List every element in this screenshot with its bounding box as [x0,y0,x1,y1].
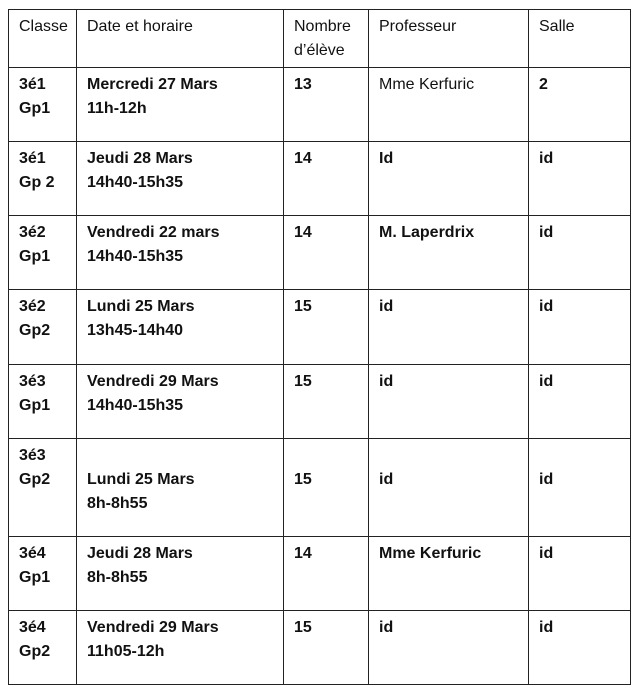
cell-nombre: 14 [284,142,369,216]
nombre-value: 15 [294,471,312,488]
header-classe: Classe [9,10,77,68]
cell-nombre: 15 [284,611,369,685]
date-day: Vendredi 29 Mars [87,373,219,390]
classe-name: 3é3 [19,447,46,464]
table-row [9,142,631,216]
classe-group: Gp 2 [19,174,55,191]
table-row [9,216,631,290]
header-nombre [284,10,369,68]
cell-professeur: id [369,290,529,365]
cell-salle: id [529,611,631,685]
classe-group: Gp1 [19,397,51,414]
cell-professeur: Mme Kerfuric [369,537,529,611]
cell-salle [529,439,631,537]
cell-nombre: 13 [284,68,369,142]
date-time: 14h40-15h35 [87,397,184,414]
cell-professeur: id [369,365,529,439]
classe-group: Gp2 [19,643,51,660]
cell-salle: id [529,216,631,290]
cell-classe [9,142,77,216]
classe-name: 3é2 [19,224,46,241]
date-day: Jeudi 28 Mars [87,150,193,167]
header-row [9,10,631,68]
cell-classe [9,216,77,290]
header-nombre-line1: Nombre [294,18,351,35]
cell-date [77,365,284,439]
date-spacer [87,444,275,468]
date-time: 8h-8h55 [87,495,148,512]
table-row [9,537,631,611]
cell-professeur: M. Laperdrix [369,216,529,290]
date-day: Jeudi 28 Mars [87,545,193,562]
classe-group: Gp1 [19,100,51,117]
header-date: Date et horaire [77,10,284,68]
cell-salle: id [529,537,631,611]
cell-date [77,142,284,216]
header-salle: Salle [529,10,631,68]
cell-date [77,290,284,365]
cell-salle: id [529,142,631,216]
professeur-value: id [379,471,394,488]
date-time: 14h40-15h35 [87,174,184,191]
classe-name: 3é1 [19,150,46,167]
cell-date [77,537,284,611]
table-row [9,365,631,439]
table-row [9,611,631,685]
cell-date [77,611,284,685]
salle-value: id [539,471,554,488]
cell-salle: 2 [529,68,631,142]
classe-group: Gp1 [19,248,51,265]
cell-nombre: 15 [284,365,369,439]
cell-professeur: id [369,611,529,685]
cell-nombre: 14 [284,216,369,290]
cell-classe [9,68,77,142]
table-row [9,290,631,365]
cell-date [77,216,284,290]
cell-classe [9,611,77,685]
classe-group: Gp1 [19,569,51,586]
nombre-spacer [294,444,360,468]
classe-name: 3é2 [19,298,46,315]
date-day: Mercredi 27 Mars [87,76,218,93]
cell-nombre [284,439,369,537]
table-row [9,68,631,142]
date-day: Vendredi 22 mars [87,224,220,241]
cell-classe [9,439,77,537]
cell-date [77,68,284,142]
cell-professeur: Mme Kerfuric [369,68,529,142]
date-time: 14h40-15h35 [87,248,184,265]
classe-name: 3é3 [19,373,46,390]
classe-name: 3é4 [19,619,46,636]
cell-salle: id [529,290,631,365]
schedule-table [8,9,631,685]
table-row [9,439,631,537]
cell-nombre: 15 [284,290,369,365]
cell-classe [9,290,77,365]
date-day: Vendredi 29 Mars [87,619,219,636]
date-time: 8h-8h55 [87,569,148,586]
header-professeur: Professeur [369,10,529,68]
cell-professeur: Id [369,142,529,216]
date-day: Lundi 25 Mars [87,298,195,315]
classe-name: 3é1 [19,76,46,93]
cell-date [77,439,284,537]
header-nombre-line2: d’élève [294,42,345,59]
classe-group: Gp2 [19,322,51,339]
date-time: 11h05-12h [87,643,165,660]
date-day: Lundi 25 Mars [87,471,195,488]
date-time: 11h-12h [87,100,147,117]
professeur-spacer [379,444,520,468]
cell-salle: id [529,365,631,439]
cell-classe [9,365,77,439]
classe-group: Gp2 [19,471,51,488]
cell-classe [9,537,77,611]
cell-nombre: 14 [284,537,369,611]
salle-spacer [539,444,622,468]
date-time: 13h45-14h40 [87,322,184,339]
cell-professeur [369,439,529,537]
classe-name: 3é4 [19,545,46,562]
